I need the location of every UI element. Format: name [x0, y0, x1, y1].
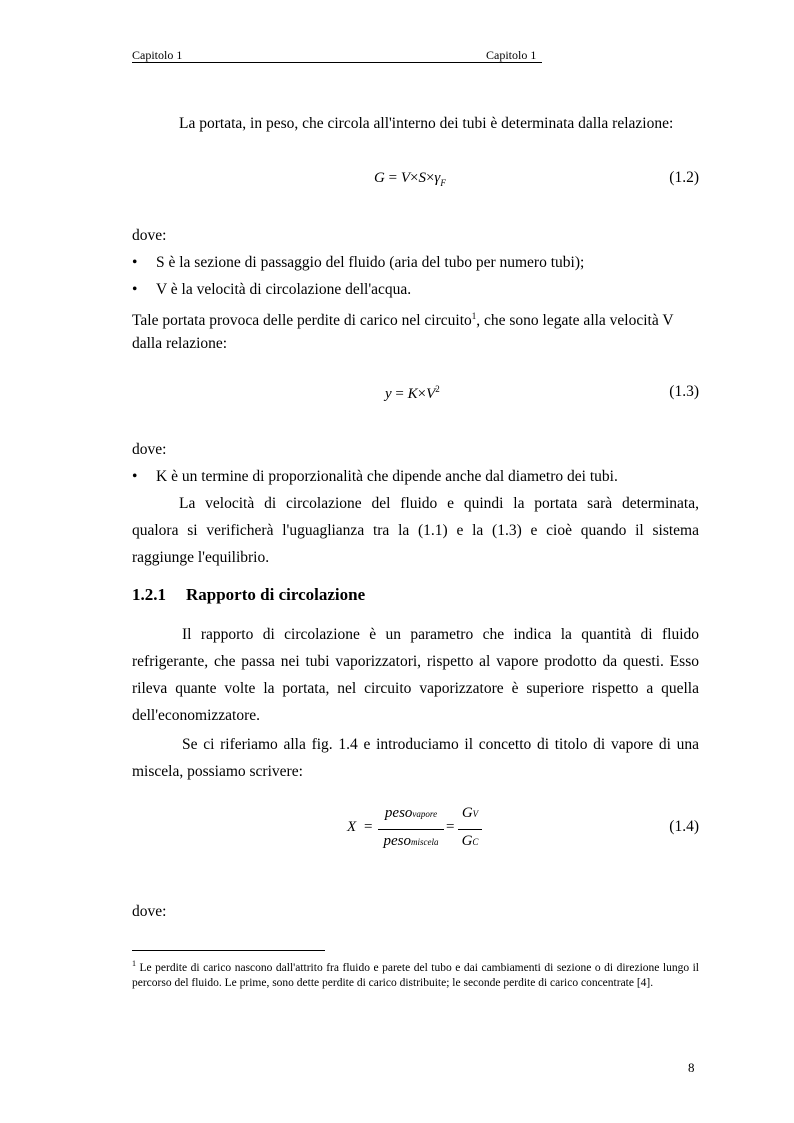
section-number: 1.2.1 [132, 585, 166, 604]
bullet-icon: • [132, 468, 138, 485]
perdite-paragraph-line2: dalla relazione: [132, 335, 228, 352]
equation-1-3: $y = K\times V^2$ [385, 384, 440, 402]
equation-number-1-3: (1.3) [669, 383, 699, 400]
fraction-2-denominator: GC [461, 833, 479, 849]
footnote-reference: 1 [471, 311, 477, 321]
footnote-mark: 1 [132, 959, 136, 968]
rapporto-paragraph-line2: refrigerante, che passa nei tubi vaporizzatori, rispetto al vapore prodotto da questi. Esso [132, 653, 699, 670]
rapporto-paragraph-line4: dell'economizzatore. [132, 707, 261, 724]
fraction-bar-1 [378, 829, 444, 830]
footnote-rule [132, 950, 325, 951]
fraction-1-numerator: pesovapore [384, 805, 438, 821]
rapporto-paragraph-line3: rileva quante volte la portata, nel circuito vaporizzatore è superiore rispetto a quella [132, 680, 699, 697]
fraction-1-denominator: pesomiscela [383, 833, 439, 849]
equation-number-1-2: (1.2) [669, 169, 699, 186]
header-rule [132, 62, 542, 63]
titolo-paragraph-line2: miscela, possiamo scrivere: [132, 763, 303, 780]
rapporto-paragraph-line1: Il rapporto di circolazione è un parametro che indica la quantità di fluido [182, 626, 699, 643]
section-title: Rapporto di circolazione [186, 585, 366, 604]
section-heading [132, 585, 365, 605]
footnote [132, 956, 699, 992]
fraction-2-numerator: GV [461, 805, 479, 821]
bullet-icon: • [132, 281, 138, 298]
dove-label-2: dove: [132, 441, 167, 458]
titolo-paragraph-line1: Se ci riferiamo alla fig. 1.4 e introduciamo il concetto di titolo di vapore di una [182, 736, 699, 753]
page-number: 8 [688, 1060, 695, 1075]
velocita-paragraph-line1: La velocità di circolazione del fluido e quindi la portata sarà determinata, [179, 495, 699, 512]
equation-1-4: X = pesovapore pesomiscela = GV GC [340, 805, 500, 865]
header-left: Capitolo 1 [132, 48, 183, 62]
bullet-icon: • [132, 254, 138, 271]
velocita-paragraph-line2: qualora si verificherà l'uguaglianza tra la (1.1) e la (1.3) e cioè quando il sistema [132, 522, 699, 539]
equation-number-1-4: (1.4) [669, 818, 699, 835]
footnote-text: Le perdite di carico nascono dall'attrito fra fluido e parete del tubo e dai cambiamenti di sezione o di direzione lungo il percorso del fluido. Le prime, sono dette perdite di carico distribuite; le seconde perdite di carico concentrate [4]. [132, 961, 700, 990]
fraction-bar-2 [458, 829, 482, 830]
velocita-paragraph-line3: raggiunge l'equilibrio. [132, 549, 270, 566]
header-right: Capitolo 1 [486, 48, 537, 62]
perdite-paragraph-line1: Tale portata provoca delle perdite di carico nel circuito$^1$, che sono legate alla velocità V [132, 311, 674, 330]
equation-1-2: $G = V\times S\times\gamma_F$ [374, 170, 446, 188]
dove-label-1: dove: [132, 227, 167, 244]
dove-label-3: dove: [132, 903, 167, 920]
intro-paragraph: La portata, in peso, che circola all'interno dei tubi è determinata dalla relazione: [179, 115, 674, 132]
